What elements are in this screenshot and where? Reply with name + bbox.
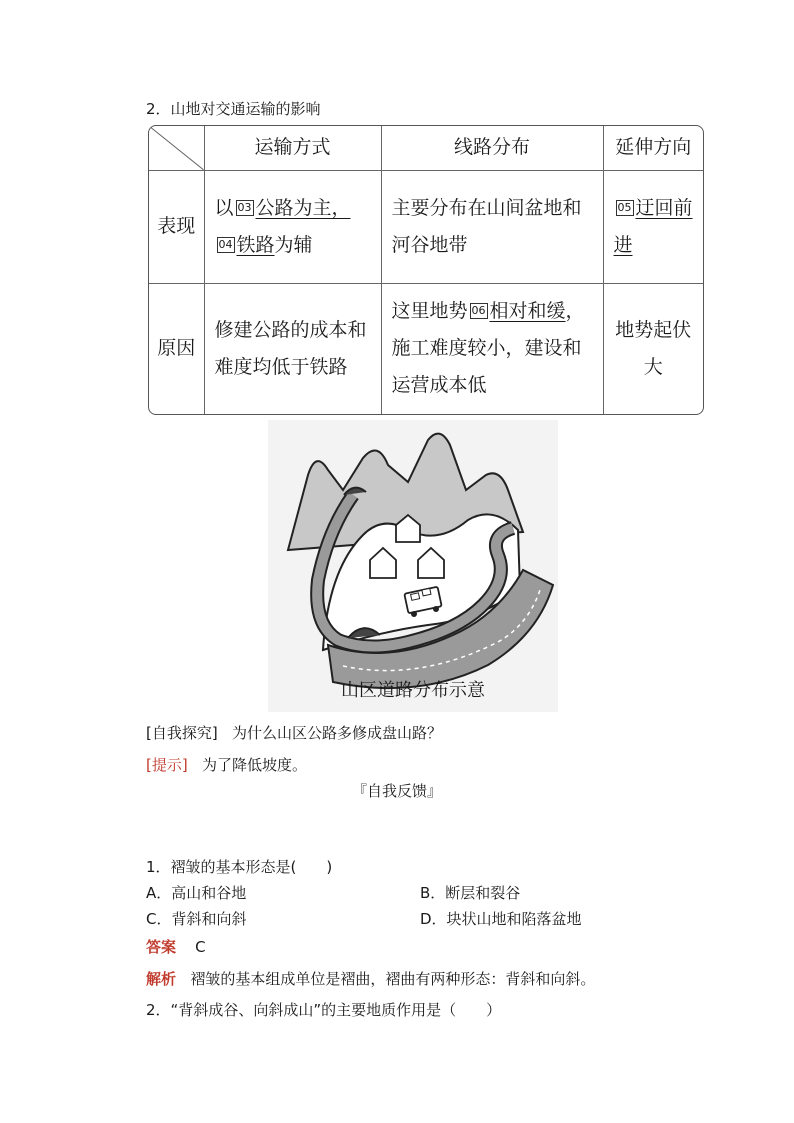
- q2-stem: 2．“背斜成谷、向斜成山”的主要地质作用是（ ）: [146, 1001, 502, 1019]
- analysis-label: 解析: [146, 970, 177, 988]
- header-direction: 延伸方向: [603, 126, 703, 170]
- row-label-performance: 表现: [149, 170, 204, 283]
- figure-caption: 山区道路分布示意: [341, 680, 485, 701]
- q1-answer-line: [146, 936, 206, 957]
- number-box: 05: [617, 200, 632, 214]
- number-box: 03: [237, 200, 252, 214]
- header-route: 线路分布: [381, 126, 603, 170]
- q1-analysis-line: [146, 968, 595, 989]
- blank-answer: 迂回前进: [613, 196, 693, 256]
- answer-label: 答案: [146, 938, 177, 956]
- q1-option-c: C．背斜和向斜: [146, 910, 247, 928]
- cell-performance-route: 主要分布在山间盆地和河谷地带: [381, 170, 603, 283]
- explore-question: 为什么山区公路多修成盘山路？: [232, 724, 443, 742]
- q1-stem: 1．褶皱的基本形态是( ): [146, 858, 333, 876]
- analysis-text: 褶皱的基本组成单位是褶曲，褶曲有两种形态：背斜和向斜。: [190, 970, 596, 988]
- hint-line: [146, 754, 307, 775]
- explore-line: [146, 722, 442, 743]
- explore-tag: [自我探究]: [146, 724, 218, 742]
- section-title: 2．山地对交通运输的影响: [146, 100, 321, 118]
- diagonal-line-icon: [149, 126, 204, 170]
- cell-reason-route: 这里地势 06 相对和缓，施工难度较小，建设和运营成本低: [381, 283, 603, 414]
- hint-text: 为了降低坡度。: [202, 756, 308, 774]
- q1-option-b: B．断层和裂谷: [420, 884, 521, 902]
- mountain-road-illustration: [268, 420, 558, 712]
- cell-performance-transport: 以 03 公路为主， 04 铁路为辅: [204, 170, 381, 283]
- cell-reason-transport: 修建公路的成本和难度均低于铁路: [204, 283, 381, 414]
- q1-option-a: A．高山和谷地: [146, 884, 247, 902]
- cell-performance-direction: [603, 170, 703, 283]
- table-corner-cell: [149, 126, 204, 170]
- header-transport: 运输方式: [204, 126, 381, 170]
- q1-option-d: D．块状山地和陷落盆地: [420, 910, 582, 928]
- blank-answer: 相对和缓: [489, 300, 566, 323]
- row-label-reason: 原因: [149, 283, 204, 414]
- number-box: 04: [218, 237, 233, 251]
- answer-value: C: [195, 938, 206, 956]
- blank-answer: 铁路: [236, 233, 275, 256]
- cell-reason-direction: 地势起伏大: [603, 283, 703, 414]
- mountain-transport-table: [148, 125, 704, 415]
- feedback-title: 『自我反馈』: [351, 782, 442, 800]
- number-box: 06: [471, 304, 486, 318]
- blank-answer: 公路为主，: [255, 196, 351, 219]
- hint-tag: [提示]: [146, 756, 188, 774]
